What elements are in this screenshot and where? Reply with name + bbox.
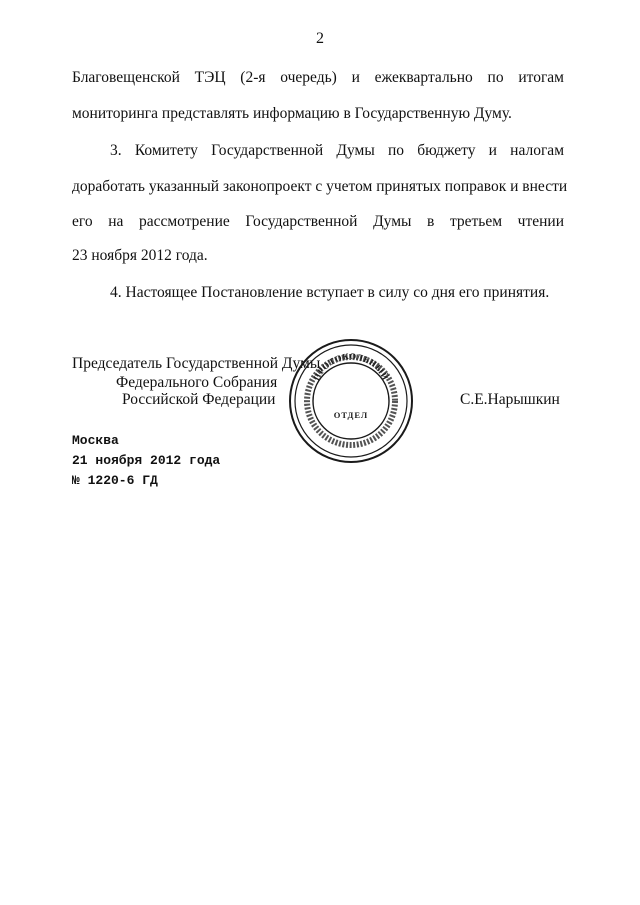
body-line: доработать указанный законопроект с учетом принятых поправок и внести	[72, 178, 568, 195]
body-line: мониторинга представлять информацию в Государственную Думу.	[72, 105, 512, 122]
body-line: Благовещенской ТЭЦ (2-я очередь) и ежеквартально по итогам	[72, 69, 564, 86]
footer-city: Москва	[72, 433, 119, 448]
svg-text:ПРОТОКОЛЬНЫЙ	[311, 351, 391, 382]
official-stamp	[286, 336, 416, 466]
stamp-text-top: ПРОТОКОЛЬНЫЙ	[311, 350, 391, 383]
body-line: его на рассмотрение Государственной Думы в третьем чтении	[72, 213, 564, 230]
signatory-title-line-1: Председатель Государственной Думы	[72, 355, 321, 372]
body-line: 3. Комитету Государственной Думы по бюджету и налогам	[110, 142, 564, 159]
signatory-title-line-3: Российской Федерации	[122, 391, 276, 408]
footer-date: 21 ноября 2012 года	[72, 453, 221, 468]
page-number: 2	[316, 30, 324, 47]
signatory-title-line-2: Федерального Собрания	[116, 374, 278, 391]
stamp-text-bottom: ОТДЕЛ	[333, 410, 369, 420]
signatory-name: С.Е.Нарышкин	[460, 391, 560, 408]
body-line: 4. Настоящее Постановление вступает в силу со дня его принятия.	[110, 284, 550, 301]
body-line: 23 ноября 2012 года.	[72, 247, 208, 264]
footer-document-number: № 1220-6 ГД	[72, 473, 158, 488]
